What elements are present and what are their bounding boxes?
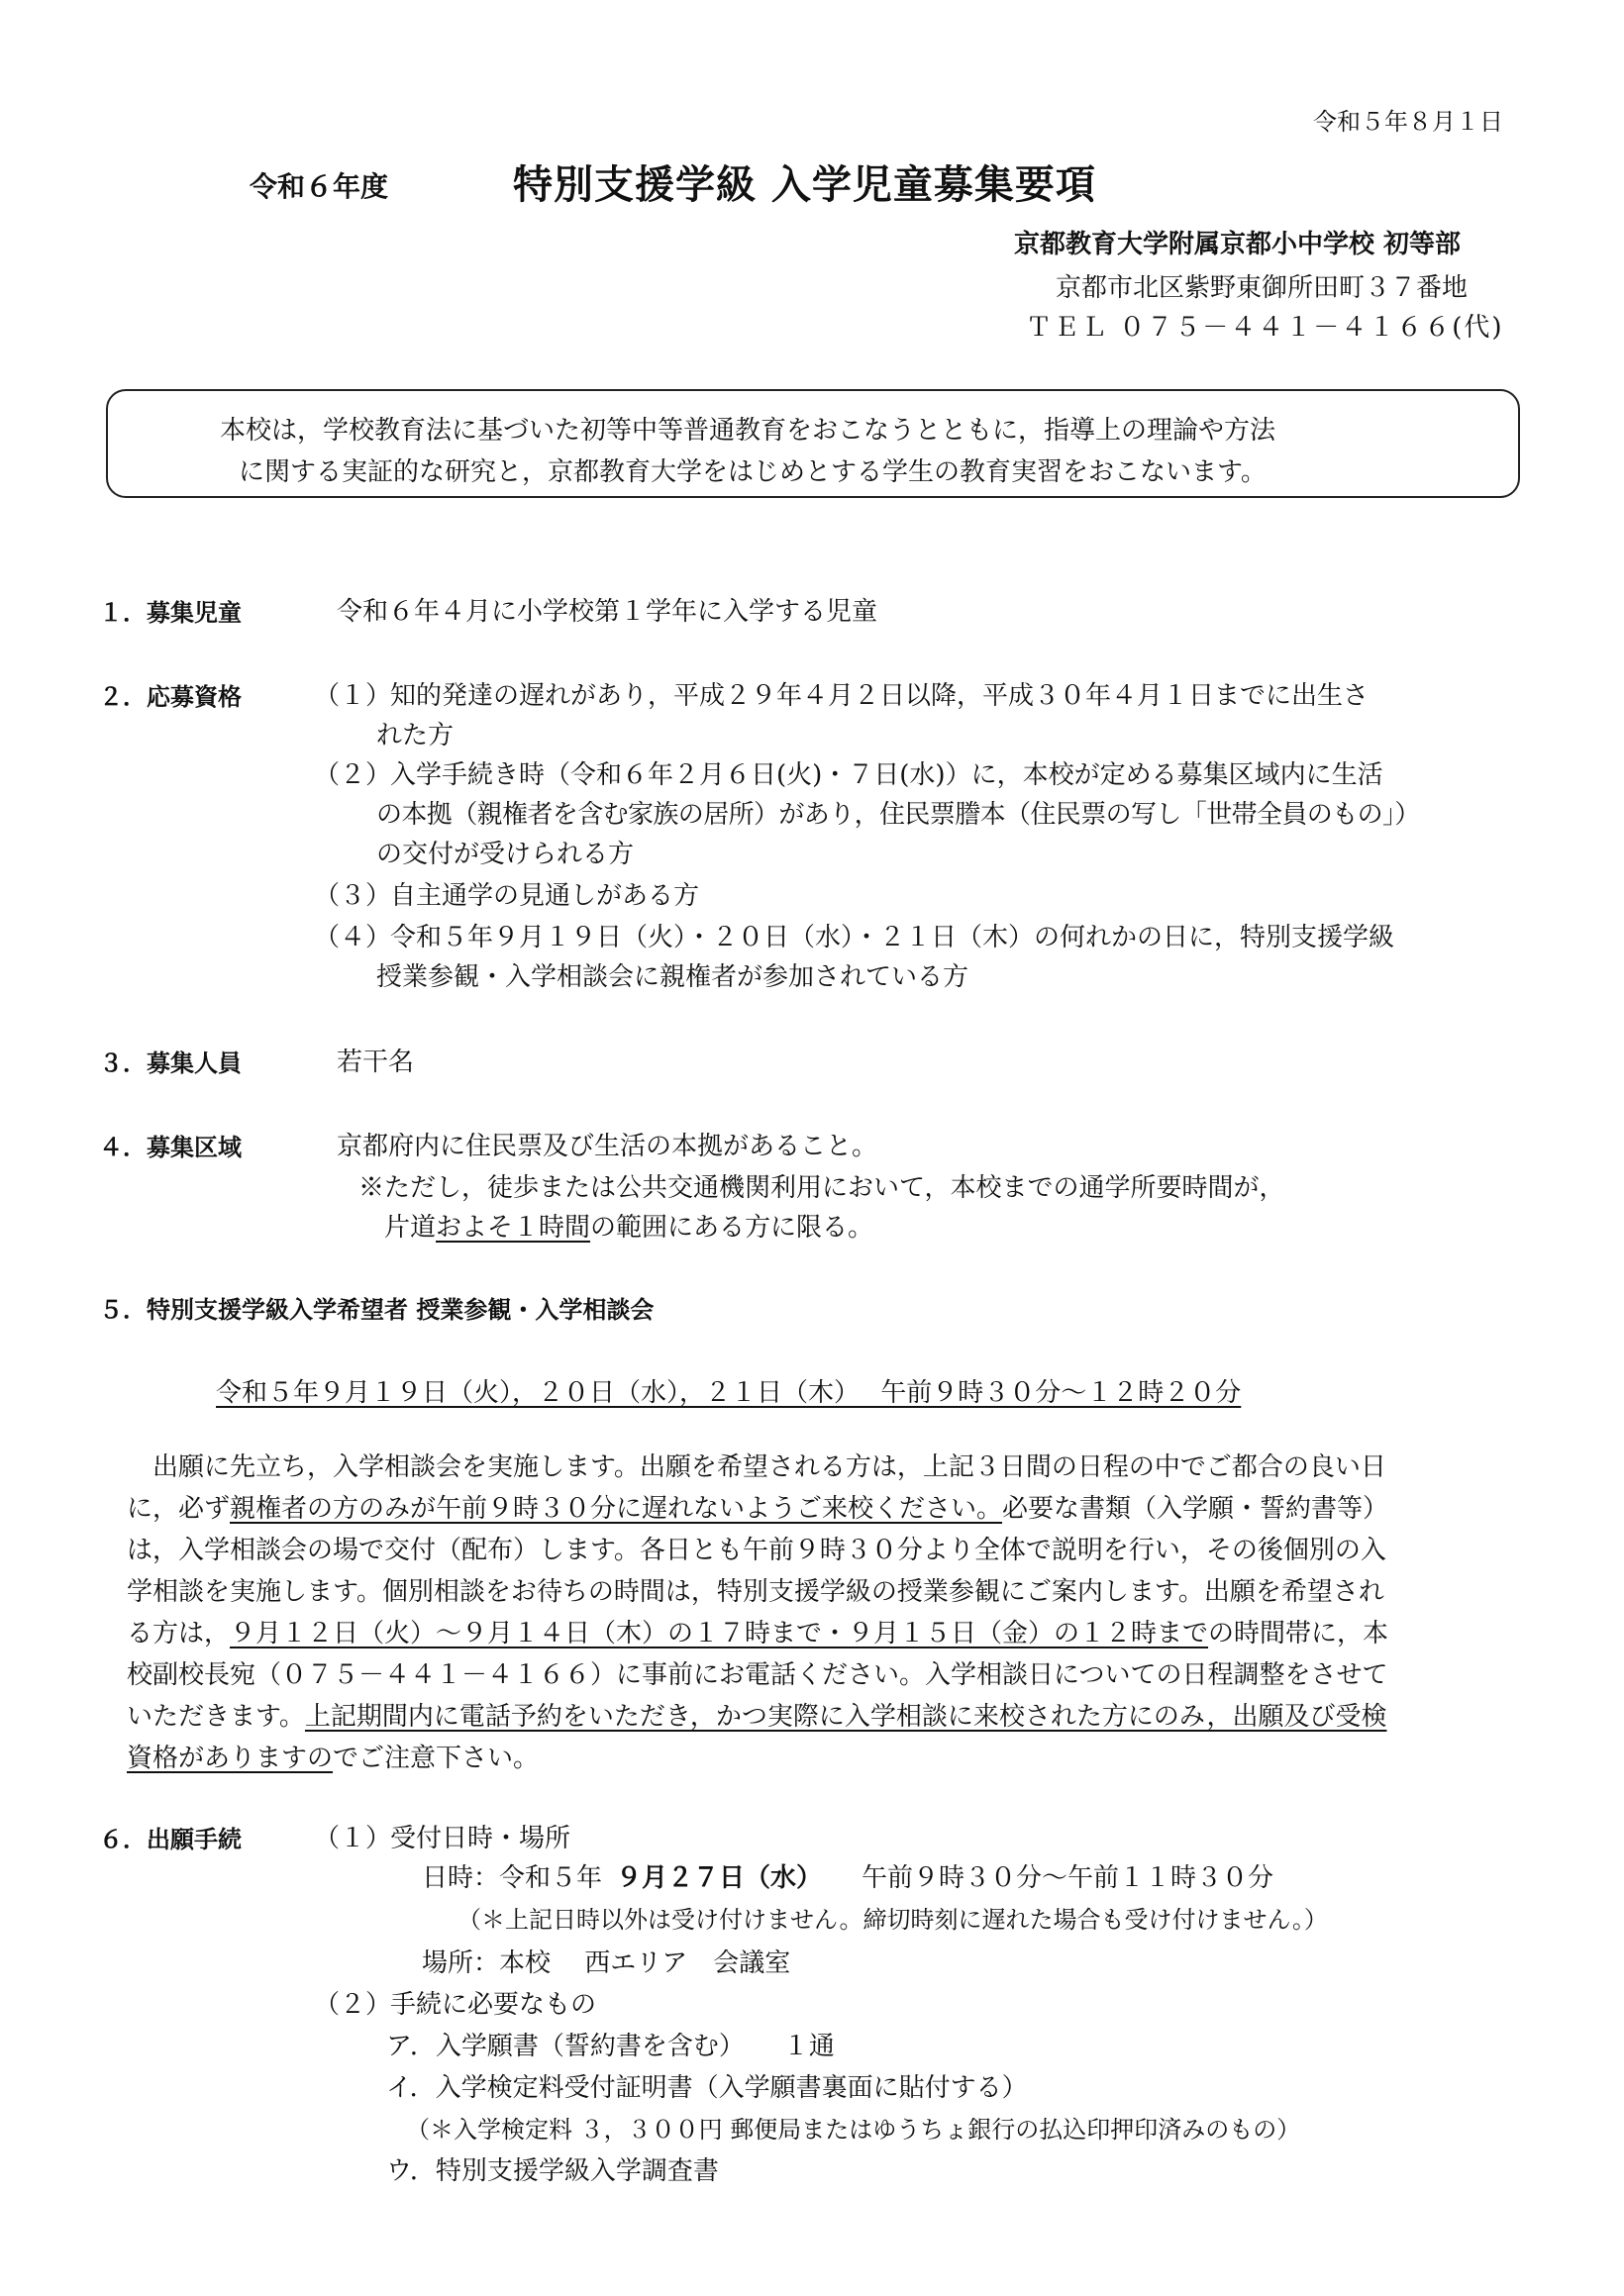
s5-paragraph-line-6: 校副校長宛（０７５－４４１－４１６６）に事前にお電話ください。入学相談日についての日程調整をさせて: [127, 1660, 1388, 1690]
document-date: 令和５年８月１日: [1313, 108, 1503, 136]
s6-item-2-number: （２）: [314, 1990, 392, 2020]
required-item-c: ウ．特別支援学級入学調査書: [386, 2156, 719, 2186]
s5-paragraph-line-4: 学相談を実施します。個別相談をお待ちの時間は，特別支援学級の授業参観にご案内します。出願を希望され: [127, 1577, 1384, 1607]
s6-item-1-title: 受付日時・場所: [390, 1824, 571, 1853]
section-4-heading: ４．募集区域: [99, 1134, 242, 1161]
s5-paragraph-line-2: に，必ず親権者の方のみが午前９時３０分に遅れないようご来校ください。必要な書類（入学願・誓約書等）: [127, 1494, 1389, 1524]
section-6-heading: ６．出願手続: [99, 1826, 242, 1853]
fiscal-year: 令和６年度: [250, 170, 389, 203]
s6-reception-date: 日時：令和５年 ９月２７日（水） 午前９時３０分～午前１１時３０分: [422, 1863, 1274, 1893]
section-5-heading: ５．特別支援学級入学希望者 授業参観・入学相談会: [99, 1296, 655, 1324]
s5-paragraph-line-8: 資格がありますのでご注意下さい。: [127, 1744, 540, 1773]
required-item-b-note: （＊入学検定料 ３，３００円 郵便局またはゆうちょ銀行の払込印押印済みのもの）: [406, 2116, 1301, 2144]
s5-paragraph-line-7: いただきます。上記期間内に電話予約をいただき，かつ実際に入学相談に来校された方にのみ，出願及び受検: [127, 1702, 1387, 1732]
s2-item-2-line-3: の交付が受けられる方: [376, 840, 635, 869]
s2-item-3-line-1: 自主通学の見通しがある方: [390, 881, 700, 911]
s5-paragraph-line-5: る方は，９月１２日（火）～９月１４日（木）の１７時まで・９月１５日（金）の１２時までの時間帯に，本: [127, 1619, 1389, 1648]
s5-paragraph-line-1: 出願に先立ち，入学相談会を実施します。出願を希望される方は，上記３日間の日程の中でご都合の良い日: [152, 1452, 1386, 1482]
page-title: 特別支援学級 入学児童募集要項: [513, 162, 1096, 208]
required-item-b: イ．入学検定料受付証明書（入学願書裏面に貼付する）: [386, 2073, 1028, 2103]
s2-item-4-line-1: 令和５年９月１９日（火）・２０日（水）・２１日（木）の何れかの日に，特別支援学級: [390, 923, 1395, 952]
s5-paragraph-line-3: は，入学相談会の場で交付（配布）します。各日とも午前９時３０分より全体で説明を行い，その後個別の入: [127, 1536, 1386, 1565]
required-item-a: ア．入学願書（誓約書を含む） １通: [386, 2032, 835, 2061]
s2-item-3-number: （３）: [314, 881, 392, 911]
intro-line-2: に関する実証的な研究と，京都教育大学をはじめとする学生の教育実習をおこないます。: [239, 457, 1267, 487]
section-1-heading: １．募集児童: [99, 599, 242, 627]
s6-item-2-title: 手続に必要なもの: [390, 1990, 597, 2020]
section-4-text: 京都府内に住民票及び生活の本拠があること。: [337, 1132, 878, 1161]
section-1-text: 令和６年４月に小学校第１学年に入学する児童: [337, 597, 878, 627]
section-4-note-line-1: ※ただし，徒歩または公共交通機関利用において，本校までの通学所要時間が，: [358, 1173, 1285, 1203]
school-tel: ＴＥＬ ０７５－４４１－４１６６(代): [1026, 313, 1504, 343]
s2-item-2-line-1: 入学手続き時（令和６年２月６日(火)・７日(水)）に，本校が定める募集区域内に生活: [390, 760, 1383, 790]
section-2-heading: ２．応募資格: [99, 683, 242, 711]
s2-item-4-line-2: 授業参観・入学相談会に親権者が参加されている方: [376, 962, 969, 992]
school-address: 京都市北区紫野東御所田町３７番地: [1056, 273, 1469, 303]
s2-item-2-line-2: の本拠（親権者を含む家族の居所）があり，住民票謄本（住民票の写し「世帯全員のもの」）: [376, 800, 1420, 830]
section-4-note-line-2: 片道およそ１時間の範囲にある方に限る。: [384, 1213, 874, 1243]
consultation-schedule: 令和５年９月１９日（火），２０日（水），２１日（木） 午前９時３０分～１２時２０分: [216, 1378, 1242, 1408]
section-3-text: 若干名: [337, 1048, 415, 1077]
s6-item-1-number: （１）: [314, 1824, 392, 1853]
section-3-heading: ３．募集人員: [99, 1049, 242, 1077]
s2-item-1-line-2: れた方: [376, 721, 455, 750]
intro-line-1: 本校は，学校教育法に基づいた初等中等普通教育をおこなうとともに，指導上の理論や方法: [220, 416, 1276, 446]
school-name: 京都教育大学附属京都小中学校 初等部: [1014, 230, 1462, 259]
s6-reception-place: 場所：本校 西エリア 会議室: [422, 1948, 791, 1978]
s2-item-2-number: （２）: [314, 760, 392, 790]
s2-item-4-number: （４）: [314, 923, 392, 952]
s2-item-1-line-1: 知的発達の遅れがあり，平成２９年４月２日以降，平成３０年４月１日までに出生さ: [390, 681, 1370, 711]
s6-reception-note: （＊上記日時以外は受け付けません。締切時刻に遅れた場合も受け付けません。）: [457, 1906, 1328, 1934]
s2-item-1-number: （１）: [314, 681, 392, 711]
